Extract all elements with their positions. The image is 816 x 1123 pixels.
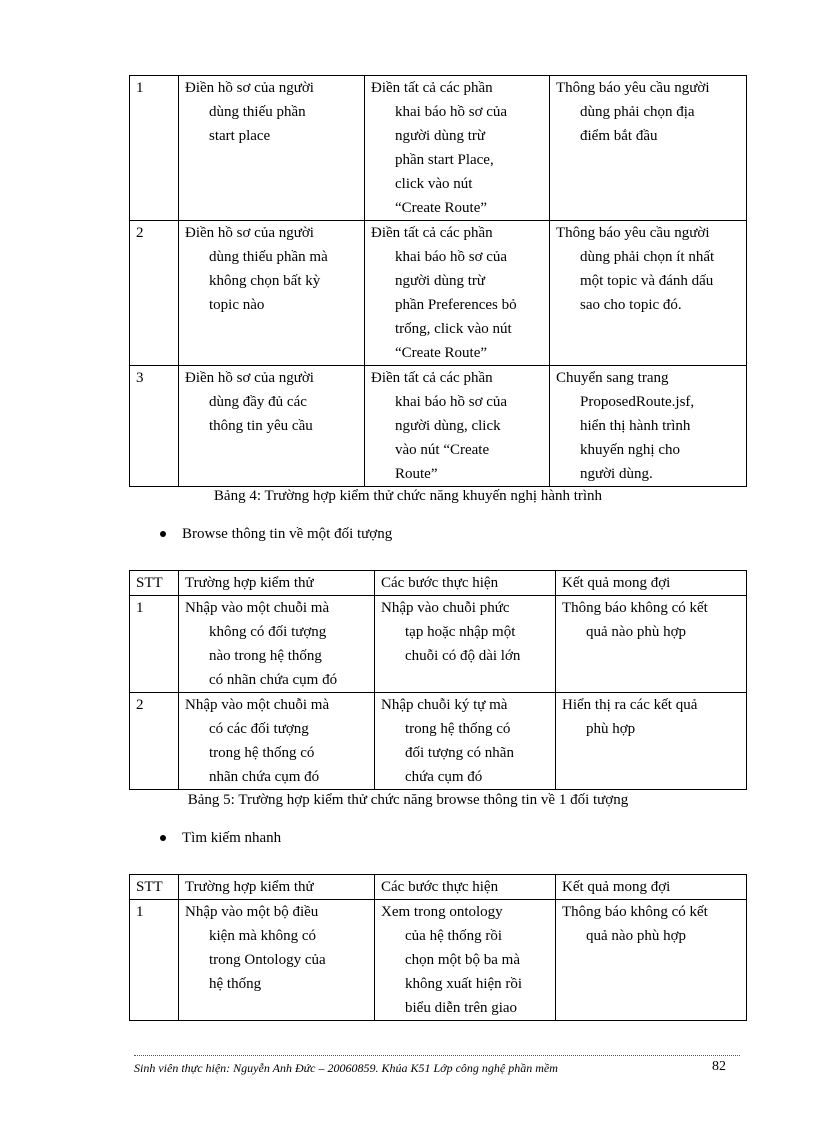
cell-line: Điền hồ sơ của người [185, 225, 314, 241]
cell-line: người dùng trừ [395, 128, 486, 144]
cell-line: nhãn chứa cụm đó [209, 769, 320, 785]
cell-line: topic nào [209, 297, 265, 313]
bullet-label: Browse thông tin về một đối tượng [182, 526, 393, 542]
stt-cell: 2 [130, 693, 179, 790]
cell-line: Nhập vào một chuỗi mà [185, 600, 330, 616]
case-cell [179, 366, 365, 487]
cell-line: không chọn bất kỳ [209, 273, 321, 289]
footer-author: Sinh viên thực hiện: Nguyễn Anh Đức – 20060859. Khúa K51 Lớp công nghệ phần mềm [134, 1061, 558, 1075]
cell-line: người dùng trừ [395, 273, 486, 289]
table-browse-object [129, 570, 747, 790]
cell-line: kiện mà không có [209, 928, 317, 944]
case-cell [179, 596, 375, 693]
cell-line: chọn một bộ ba mà [405, 952, 520, 968]
cell-line: chuỗi có độ dài lớn [405, 648, 521, 664]
cell-line: trong hệ thống có [209, 745, 315, 761]
page-number: 82 [712, 1059, 726, 1074]
case-cell [179, 221, 365, 366]
stt-cell: 3 [130, 366, 179, 487]
expected-cell [556, 596, 747, 693]
cell-line: khai báo hồ sơ của [395, 394, 508, 410]
table-row [130, 693, 747, 790]
cell-line: dùng phải chọn địa [580, 104, 695, 120]
cell-line: người dùng. [580, 466, 653, 482]
cell-line: “Create Route” [395, 345, 488, 361]
table-caption: Bảng 5: Trường hợp kiểm thử chức năng browse thông tin về 1 đối tượng [187, 792, 629, 808]
cell-line: start place [209, 128, 271, 144]
cell-line: khuyến nghị cho [580, 442, 680, 458]
table-body [130, 596, 747, 790]
header-cell: Các bước thực hiện [375, 875, 556, 900]
cell-line: có nhãn chứa cụm đó [209, 672, 338, 688]
expected-cell [550, 221, 747, 366]
cell-line: Điền tất cả các phần [371, 370, 493, 386]
cell-line: Route” [395, 466, 438, 482]
cell-line: quả nào phù hợp [586, 624, 686, 640]
table-row [130, 900, 747, 1021]
table-quick-search [129, 874, 747, 1021]
table-header [130, 875, 747, 900]
case-cell [179, 76, 365, 221]
cell-line: dùng thiếu phần mà [209, 249, 328, 265]
cell-line: Chuyển sang trang [556, 370, 669, 386]
steps-cell [365, 221, 550, 366]
cell-line: trong hệ thống có [405, 721, 511, 737]
cell-line: Điền hồ sơ của người [185, 80, 314, 96]
cell-line: Nhập vào một bộ điều [185, 904, 319, 920]
cell-line: nào trong hệ thống [209, 648, 322, 664]
bullet-icon [160, 835, 166, 841]
section-bullet-quick-search [160, 828, 281, 848]
cell-line: Điền tất cả các phần [371, 80, 493, 96]
stt-cell: 1 [130, 900, 179, 1021]
expected-cell [556, 693, 747, 790]
cell-line: đối tượng có nhãn [405, 745, 514, 761]
stt-cell: 2 [130, 221, 179, 366]
steps-cell [375, 693, 556, 790]
steps-cell [375, 596, 556, 693]
bullet-icon [160, 531, 166, 537]
cell-line: chứa cụm đó [405, 769, 483, 785]
cell-line: Điền tất cả các phần [371, 225, 493, 241]
header-cell: STT [130, 875, 179, 900]
cell-line: quả nào phù hợp [586, 928, 686, 944]
table-header-row [130, 571, 747, 596]
header-cell: Kết quả mong đợi [556, 571, 747, 596]
footer-divider [134, 1055, 740, 1056]
stt-cell: 1 [130, 596, 179, 693]
table-row [130, 221, 747, 366]
cell-line: khai báo hồ sơ của [395, 249, 508, 265]
cell-line: không xuất hiện rồi [405, 976, 523, 992]
table-caption: Bảng 4: Trường hợp kiểm thử chức năng khuyến nghị hành trình [213, 488, 603, 504]
section-bullet-browse [160, 524, 392, 544]
cell-line: có các đối tượng [209, 721, 309, 737]
cell-line: biểu diễn trên giao [405, 1000, 518, 1016]
cell-line: sao cho topic đó. [580, 297, 682, 313]
cell-line: trống, click vào nút [395, 321, 512, 337]
cell-line: Điền hồ sơ của người [185, 370, 314, 386]
cell-line: Nhập chuỗi ký tự mà [381, 697, 508, 713]
expected-cell [550, 76, 747, 221]
cell-line: phần start Place, [395, 152, 494, 168]
expected-cell [556, 900, 747, 1021]
table-row [130, 596, 747, 693]
header-cell: STT [130, 571, 179, 596]
table-header-row [130, 875, 747, 900]
cell-line: khai báo hồ sơ của [395, 104, 508, 120]
table-header [130, 571, 747, 596]
cell-line: dùng đầy đủ các [209, 394, 307, 410]
table-recommend-route [129, 75, 747, 487]
header-cell: Trường hợp kiểm thử [179, 571, 375, 596]
cell-line: Nhập vào chuỗi phức [381, 600, 510, 616]
cell-line: trong Ontology của [209, 952, 326, 968]
table-body [130, 76, 747, 487]
cell-line: phần Preferences bỏ [395, 297, 517, 313]
steps-cell [365, 366, 550, 487]
cell-line: hệ thống [209, 976, 262, 992]
cell-line: click vào nút [395, 176, 473, 192]
header-cell: Kết quả mong đợi [556, 875, 747, 900]
cell-line: “Create Route” [395, 200, 488, 216]
cell-line: tạp hoặc nhập một [405, 624, 516, 640]
table-body [130, 900, 747, 1021]
header-cell: Các bước thực hiện [375, 571, 556, 596]
cell-line: không có đối tượng [209, 624, 327, 640]
cell-line: vào nút “Create [395, 442, 490, 458]
cell-line: thông tin yêu cầu [209, 418, 313, 434]
cell-line: Hiển thị ra các kết quả [562, 697, 698, 713]
cell-line: điểm bắt đầu [580, 128, 658, 144]
cell-line: Thông báo không có kết [562, 600, 708, 616]
cell-line: Xem trong ontology [381, 904, 503, 920]
steps-cell [365, 76, 550, 221]
stt-cell: 1 [130, 76, 179, 221]
table-row [130, 366, 747, 487]
bullet-label: Tìm kiếm nhanh [182, 830, 282, 846]
table-row [130, 76, 747, 221]
cell-line: dùng phải chọn ít nhất [580, 249, 715, 265]
steps-cell [375, 900, 556, 1021]
case-cell [179, 693, 375, 790]
cell-line: Nhập vào một chuỗi mà [185, 697, 330, 713]
cell-line: ProposedRoute.jsf, [580, 394, 695, 410]
cell-line: người dùng, click [395, 418, 501, 434]
header-cell: Trường hợp kiểm thử [179, 875, 375, 900]
cell-line: Thông báo yêu cầu người [556, 225, 710, 241]
cell-line: hiển thị hành trình [580, 418, 691, 434]
case-cell [179, 900, 375, 1021]
cell-line: phù hợp [586, 721, 636, 737]
cell-line: của hệ thống rồi [405, 928, 503, 944]
cell-line: dùng thiếu phần [209, 104, 306, 120]
cell-line: một topic và đánh dấu [580, 273, 714, 289]
expected-cell [550, 366, 747, 487]
cell-line: Thông báo không có kết [562, 904, 708, 920]
cell-line: Thông báo yêu cầu người [556, 80, 710, 96]
